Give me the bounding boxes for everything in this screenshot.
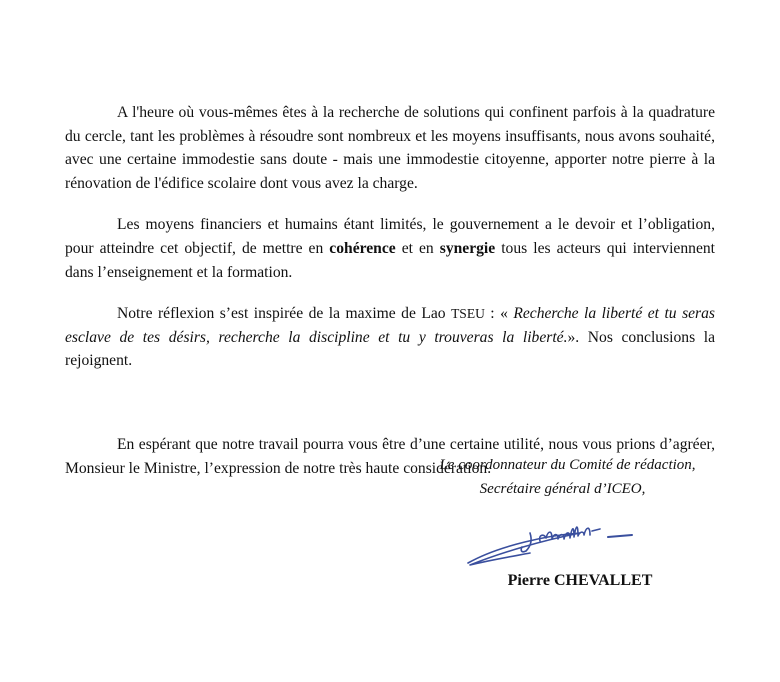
paragraph-coherence xyxy=(65,213,715,284)
paragraph-text: et en xyxy=(395,239,440,257)
handwritten-signature xyxy=(460,505,660,575)
paragraph-text: ». Nos conclusions la rejoignent. xyxy=(65,328,715,370)
emphasis-coherence: cohérence xyxy=(329,239,396,257)
paragraph-text: tous les acteurs qui interviennent dans l’enseignement et la formation. xyxy=(65,239,715,281)
paragraph-intro: A l'heure où vous-mêmes êtes à la recherche de solutions qui confinent parfois à la quadrature du cercle, tant les problèmes à résoudre sont nombreux et les moyens insuffisants, nous avons souhaité, avec une certaine immodestie sans doute - mais une immodestie citoyenne, apporter notre pierre à la rénovation de l'édifice scolaire dont vous avez la charge. xyxy=(65,104,715,192)
letter-body xyxy=(65,101,715,480)
paragraph-maxim xyxy=(65,302,715,373)
emphasis-synergie: synergie xyxy=(439,239,496,257)
paragraph-text: Notre réflexion s’est inspirée de la maxime de Lao xyxy=(117,305,452,323)
paragraph-text: : « xyxy=(484,305,514,323)
role-coordinator: Le coordonnateur du Comité de rédaction, xyxy=(439,457,696,473)
author-name: TSEU xyxy=(451,306,485,322)
signature-roles xyxy=(410,453,715,501)
maxim-quote: Recherche la liberté et tu seras esclave de tes désirs, recherche la discipline et tu y trouveras la liberté. xyxy=(65,305,715,346)
paragraph-closing: En espérant que notre travail pourra vous être d’une certaine utilité, nous vous prions d’agréer, Monsieur le Ministre, l’expression de notre très haute considération. xyxy=(65,435,715,477)
signatory-name: Pierre CHEVALLET xyxy=(507,572,653,589)
role-secretary: Secrétaire général d’ICEO, xyxy=(479,481,646,497)
paragraph-text: Les moyens financiers et humains étant limités, le gouvernement a le devoir et l’obligation, pour atteindre cet objectif, de mettre en xyxy=(65,216,715,257)
